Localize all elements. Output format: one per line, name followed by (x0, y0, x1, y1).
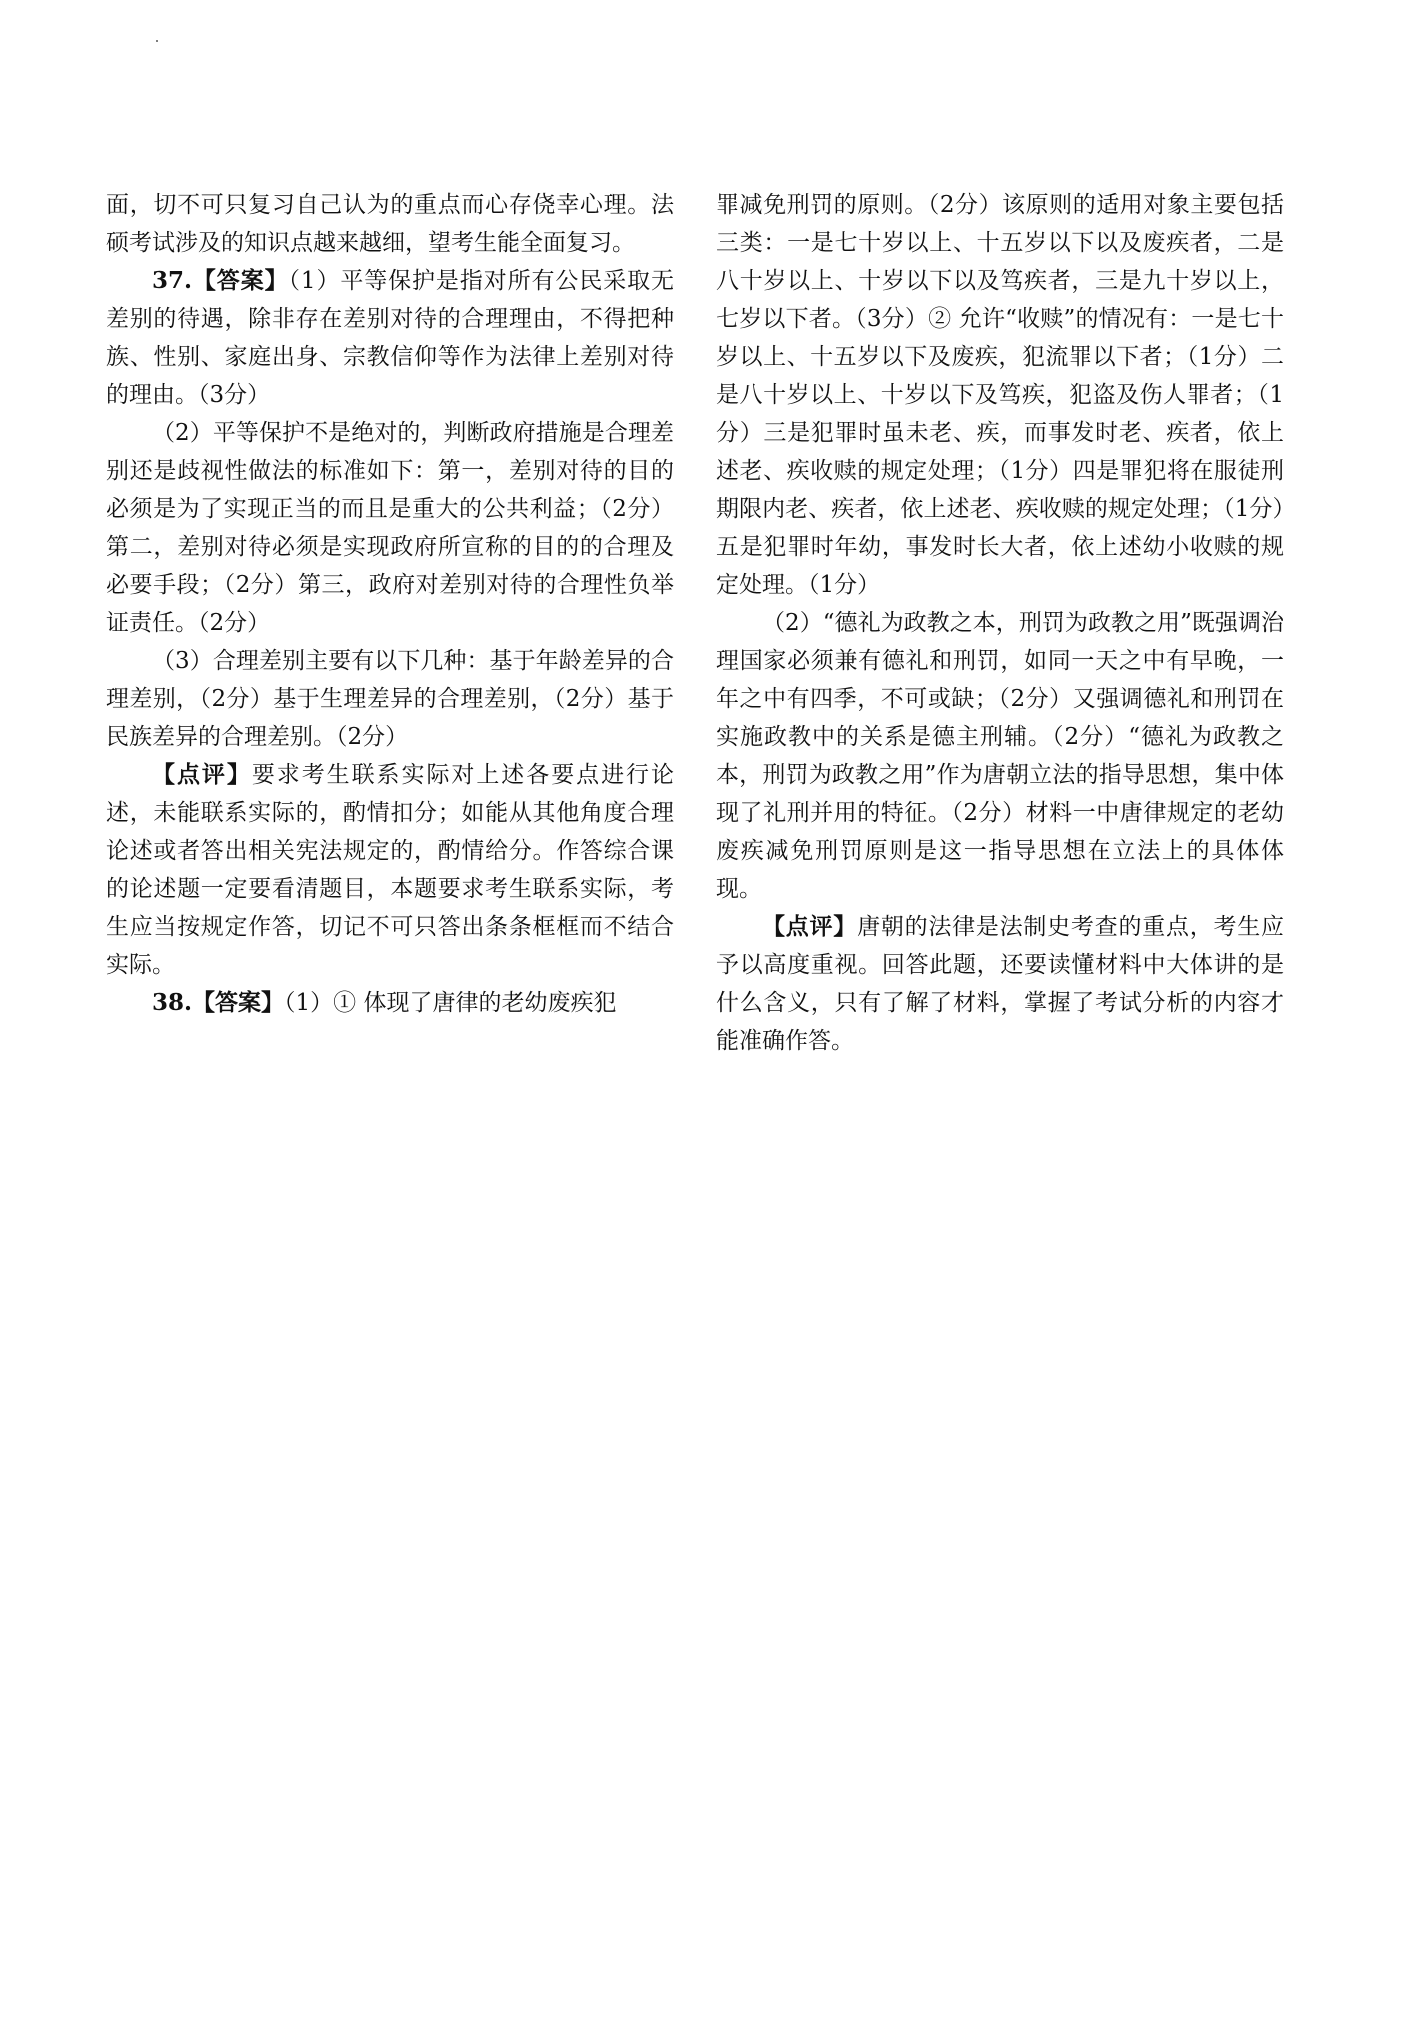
left-column (106, 186, 674, 1022)
answer-38-part-2: （2）“德礼为政教之本，刑罚为政教之用”既强调治理国家必须兼有德礼和刑罚，如同一天之中有早晚，一年之中有四季，不可或缺；（2分）又强调德礼和刑罚在实施政教中的关系是德主刑辅。（2分）“德礼为政教之本，刑罚为政教之用”作为唐朝立法的指导思想，集中体现了礼刑并用的特征。（2分）材料一中唐律规定的老幼废疾减免刑罚原则是这一指导思想在立法上的具体体现。 (716, 610, 1284, 902)
answer-text: （1）① 体现了唐律的老幼废疾犯 (284, 990, 617, 1016)
comment-text: 要求考生联系实际对上述各要点进行论述，未能联系实际的，酌情扣分；如能从其他角度合理论述或者答出相关宪法规定的，酌情给分。作答综合课的论述题一定要看清题目，本题要求考生联系实际，考生应当按规定作答，切记不可只答出条条框框而不结合实际。 (106, 762, 675, 978)
continued-paragraph: 面，切不可只复习自己认为的重点而心存侥幸心理。法硕考试涉及的知识点越来越细，望考生能全面复习。 (106, 192, 674, 256)
answer-37-part-3: （3）合理差别主要有以下几种：基于年龄差异的合理差别，（2分）基于生理差异的合理差别，（2分）基于民族差异的合理差别。（2分） (106, 648, 674, 750)
comment-37-paragraph (106, 756, 674, 984)
right-column (716, 186, 1284, 1060)
answer-text: （1）平等保护是指对所有公民采取无差别的待遇，除非存在差别对待的合理理由，不得把种族、性别、家庭出身、宗教信仰等作为法律上差别对待的理由。（3分） (106, 268, 675, 408)
answer-37-paragraph (106, 262, 674, 414)
comment-text: 唐朝的法律是法制史考查的重点，考生应予以高度重视。回答此题，还要读懂材料中大体讲的是什么含义，只有了解了材料，掌握了考试分析的内容才能准确作答。 (716, 914, 1285, 1054)
answer-38-paragraph (106, 984, 674, 1022)
answer-label: 【答案】 (192, 989, 285, 1016)
comment-38-paragraph (716, 908, 1284, 1060)
question-number: 38. (152, 989, 193, 1016)
answer-38-continued: 罪减免刑罚的原则。（2分）该原则的适用对象主要包括三类：一是七十岁以上、十五岁以下以及废疾者，二是八十岁以上、十岁以下以及笃疾者，三是九十岁以上，七岁以下者。（3分）② 允许“收赎”的情况有：一是七十岁以上、十五岁以下及废疾，犯流罪以下者；（1分）二是八十岁以上、十岁以下及笃疾，犯盗及伤人罪者；（1分）三是犯罪时虽未老、疾，而事发时老、疾者，依上述老、疾收赎的规定处理；（1分）四是罪犯将在服徒刑期限内老、疾者，依上述老、疾收赎的规定处理；（1分）五是犯罪时年幼，事发时长大者，依上述幼小收赎的规定处理。（1分） (716, 192, 1284, 598)
comment-label: 【点评】 (152, 761, 252, 788)
comment-label: 【点评】 (762, 913, 858, 940)
scan-speck (156, 40, 158, 42)
answer-label: 【答案】 (192, 267, 289, 294)
answer-37-part-2: （2）平等保护不是绝对的，判断政府措施是合理差别还是歧视性做法的标准如下：第一，差别对待的目的必须是为了实现正当的而且是重大的公共利益；（2分）第二，差别对待必须是实现政府所宣称的目的的合理及必要手段；（2分）第三，政府对差别对待的合理性负举证责任。（2分） (106, 420, 674, 636)
question-number: 37. (152, 267, 193, 294)
